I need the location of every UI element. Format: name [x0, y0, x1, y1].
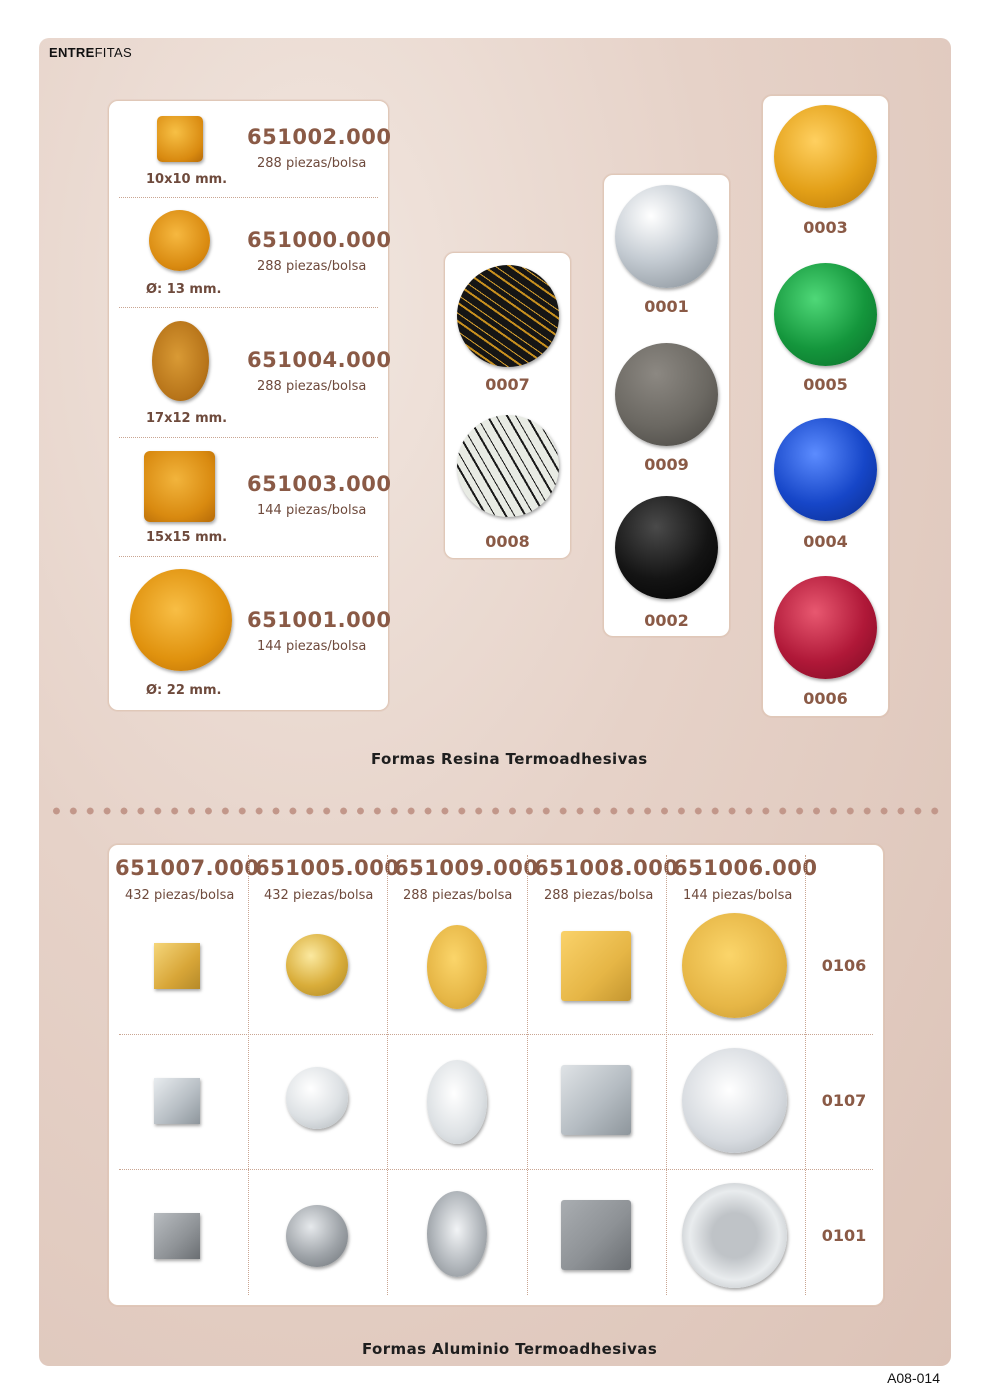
column-divider [527, 855, 528, 1295]
metallic-color-card [603, 174, 730, 637]
square-15mm-swatch [144, 451, 215, 522]
red-swatch [774, 576, 877, 679]
crackle-black-white-swatch [457, 415, 559, 517]
column-code: 651008.000 [534, 856, 679, 880]
product-dimension: 15x15 mm. [146, 530, 228, 545]
row-divider [119, 307, 378, 308]
section-dotted-separator [48, 806, 942, 816]
product-code: 651000.000 [247, 228, 392, 252]
aluminium-product-table [108, 844, 884, 1306]
column-code: 651007.000 [115, 856, 260, 880]
gold-circle-swatch [286, 934, 348, 996]
crackle-black-gold-swatch [457, 265, 559, 367]
column-quantity: 432 piezas/bolsa [125, 888, 235, 903]
silver-circle-swatch [286, 1067, 348, 1129]
color-code-label: 0001 [644, 297, 689, 316]
color-code-label: 0007 [485, 375, 530, 394]
grey-circle-swatch [286, 1205, 348, 1267]
column-code: 651006.000 [673, 856, 818, 880]
gold-oval-swatch [427, 925, 487, 1009]
blue-swatch [774, 418, 877, 521]
grey-swatch [615, 343, 718, 446]
crackle-color-card [444, 252, 571, 559]
row-divider [119, 556, 378, 557]
product-code: 651002.000 [247, 125, 392, 149]
grey-square-small-swatch [154, 1213, 200, 1259]
color-code-label: 0006 [803, 689, 848, 708]
column-quantity: 432 piezas/bolsa [264, 888, 374, 903]
aluminium-section-title: Formas Aluminio Termoadhesivas [362, 1340, 658, 1358]
gold-square-large-swatch [561, 931, 631, 1001]
color-code-label: 0004 [803, 532, 848, 551]
silver-square-large-swatch [561, 1065, 631, 1135]
brand-logo: ENTREFITAS [49, 45, 132, 60]
product-dimension: Ø: 22 mm. [146, 683, 222, 698]
black-swatch [615, 496, 718, 599]
product-quantity: 144 piezas/bolsa [257, 503, 367, 518]
color-code-label: 0002 [644, 611, 689, 630]
column-divider [248, 855, 249, 1295]
row-color-code: 0101 [821, 1226, 867, 1245]
product-dimension: Ø: 13 mm. [146, 282, 222, 297]
grey-oval-swatch [427, 1191, 487, 1277]
row-divider [119, 1034, 873, 1035]
product-code: 651003.000 [247, 472, 392, 496]
product-quantity: 144 piezas/bolsa [257, 639, 367, 654]
product-quantity: 288 piezas/bolsa [257, 259, 367, 274]
color-code-label: 0003 [803, 218, 848, 237]
gold-circle-large-swatch [682, 913, 787, 1018]
product-code: 651001.000 [247, 608, 392, 632]
row-divider [119, 437, 378, 438]
column-quantity: 288 piezas/bolsa [544, 888, 654, 903]
color-code-label: 0005 [803, 375, 848, 394]
square-10mm-swatch [157, 116, 203, 162]
row-color-code: 0106 [821, 956, 867, 975]
column-code: 651005.000 [255, 856, 400, 880]
color-code-label: 0009 [644, 455, 689, 474]
column-code: 651009.000 [394, 856, 539, 880]
resin-product-card [108, 100, 392, 711]
column-quantity: 144 piezas/bolsa [683, 888, 793, 903]
row-divider [119, 1169, 873, 1170]
silver-square-small-swatch [154, 1078, 200, 1124]
product-dimension: 10x10 mm. [146, 172, 228, 187]
silver-circle-large-swatch [682, 1048, 787, 1153]
resin-section-title: Formas Resina Termoadhesivas [371, 750, 648, 768]
color-code-label: 0008 [485, 532, 530, 551]
column-divider [666, 855, 667, 1295]
circle-22mm-swatch [130, 569, 232, 671]
green-swatch [774, 263, 877, 366]
grey-square-large-swatch [561, 1200, 631, 1270]
product-quantity: 288 piezas/bolsa [257, 156, 367, 171]
row-divider [119, 197, 378, 198]
product-dimension: 17x12 mm. [146, 411, 228, 426]
grey-circle-large-swatch [682, 1183, 787, 1288]
circle-13mm-swatch [149, 210, 210, 271]
column-divider [387, 855, 388, 1295]
amber-swatch [774, 105, 877, 208]
product-quantity: 288 piezas/bolsa [257, 379, 367, 394]
oval-17x12mm-swatch [152, 321, 209, 401]
silver-swatch [615, 185, 718, 288]
row-color-code: 0107 [821, 1091, 867, 1110]
gold-square-small-swatch [154, 943, 200, 989]
page-number: A08-014 [887, 1370, 940, 1386]
bright-color-card [762, 95, 889, 717]
column-quantity: 288 piezas/bolsa [403, 888, 513, 903]
product-code: 651004.000 [247, 348, 392, 372]
silver-oval-swatch [427, 1060, 487, 1144]
